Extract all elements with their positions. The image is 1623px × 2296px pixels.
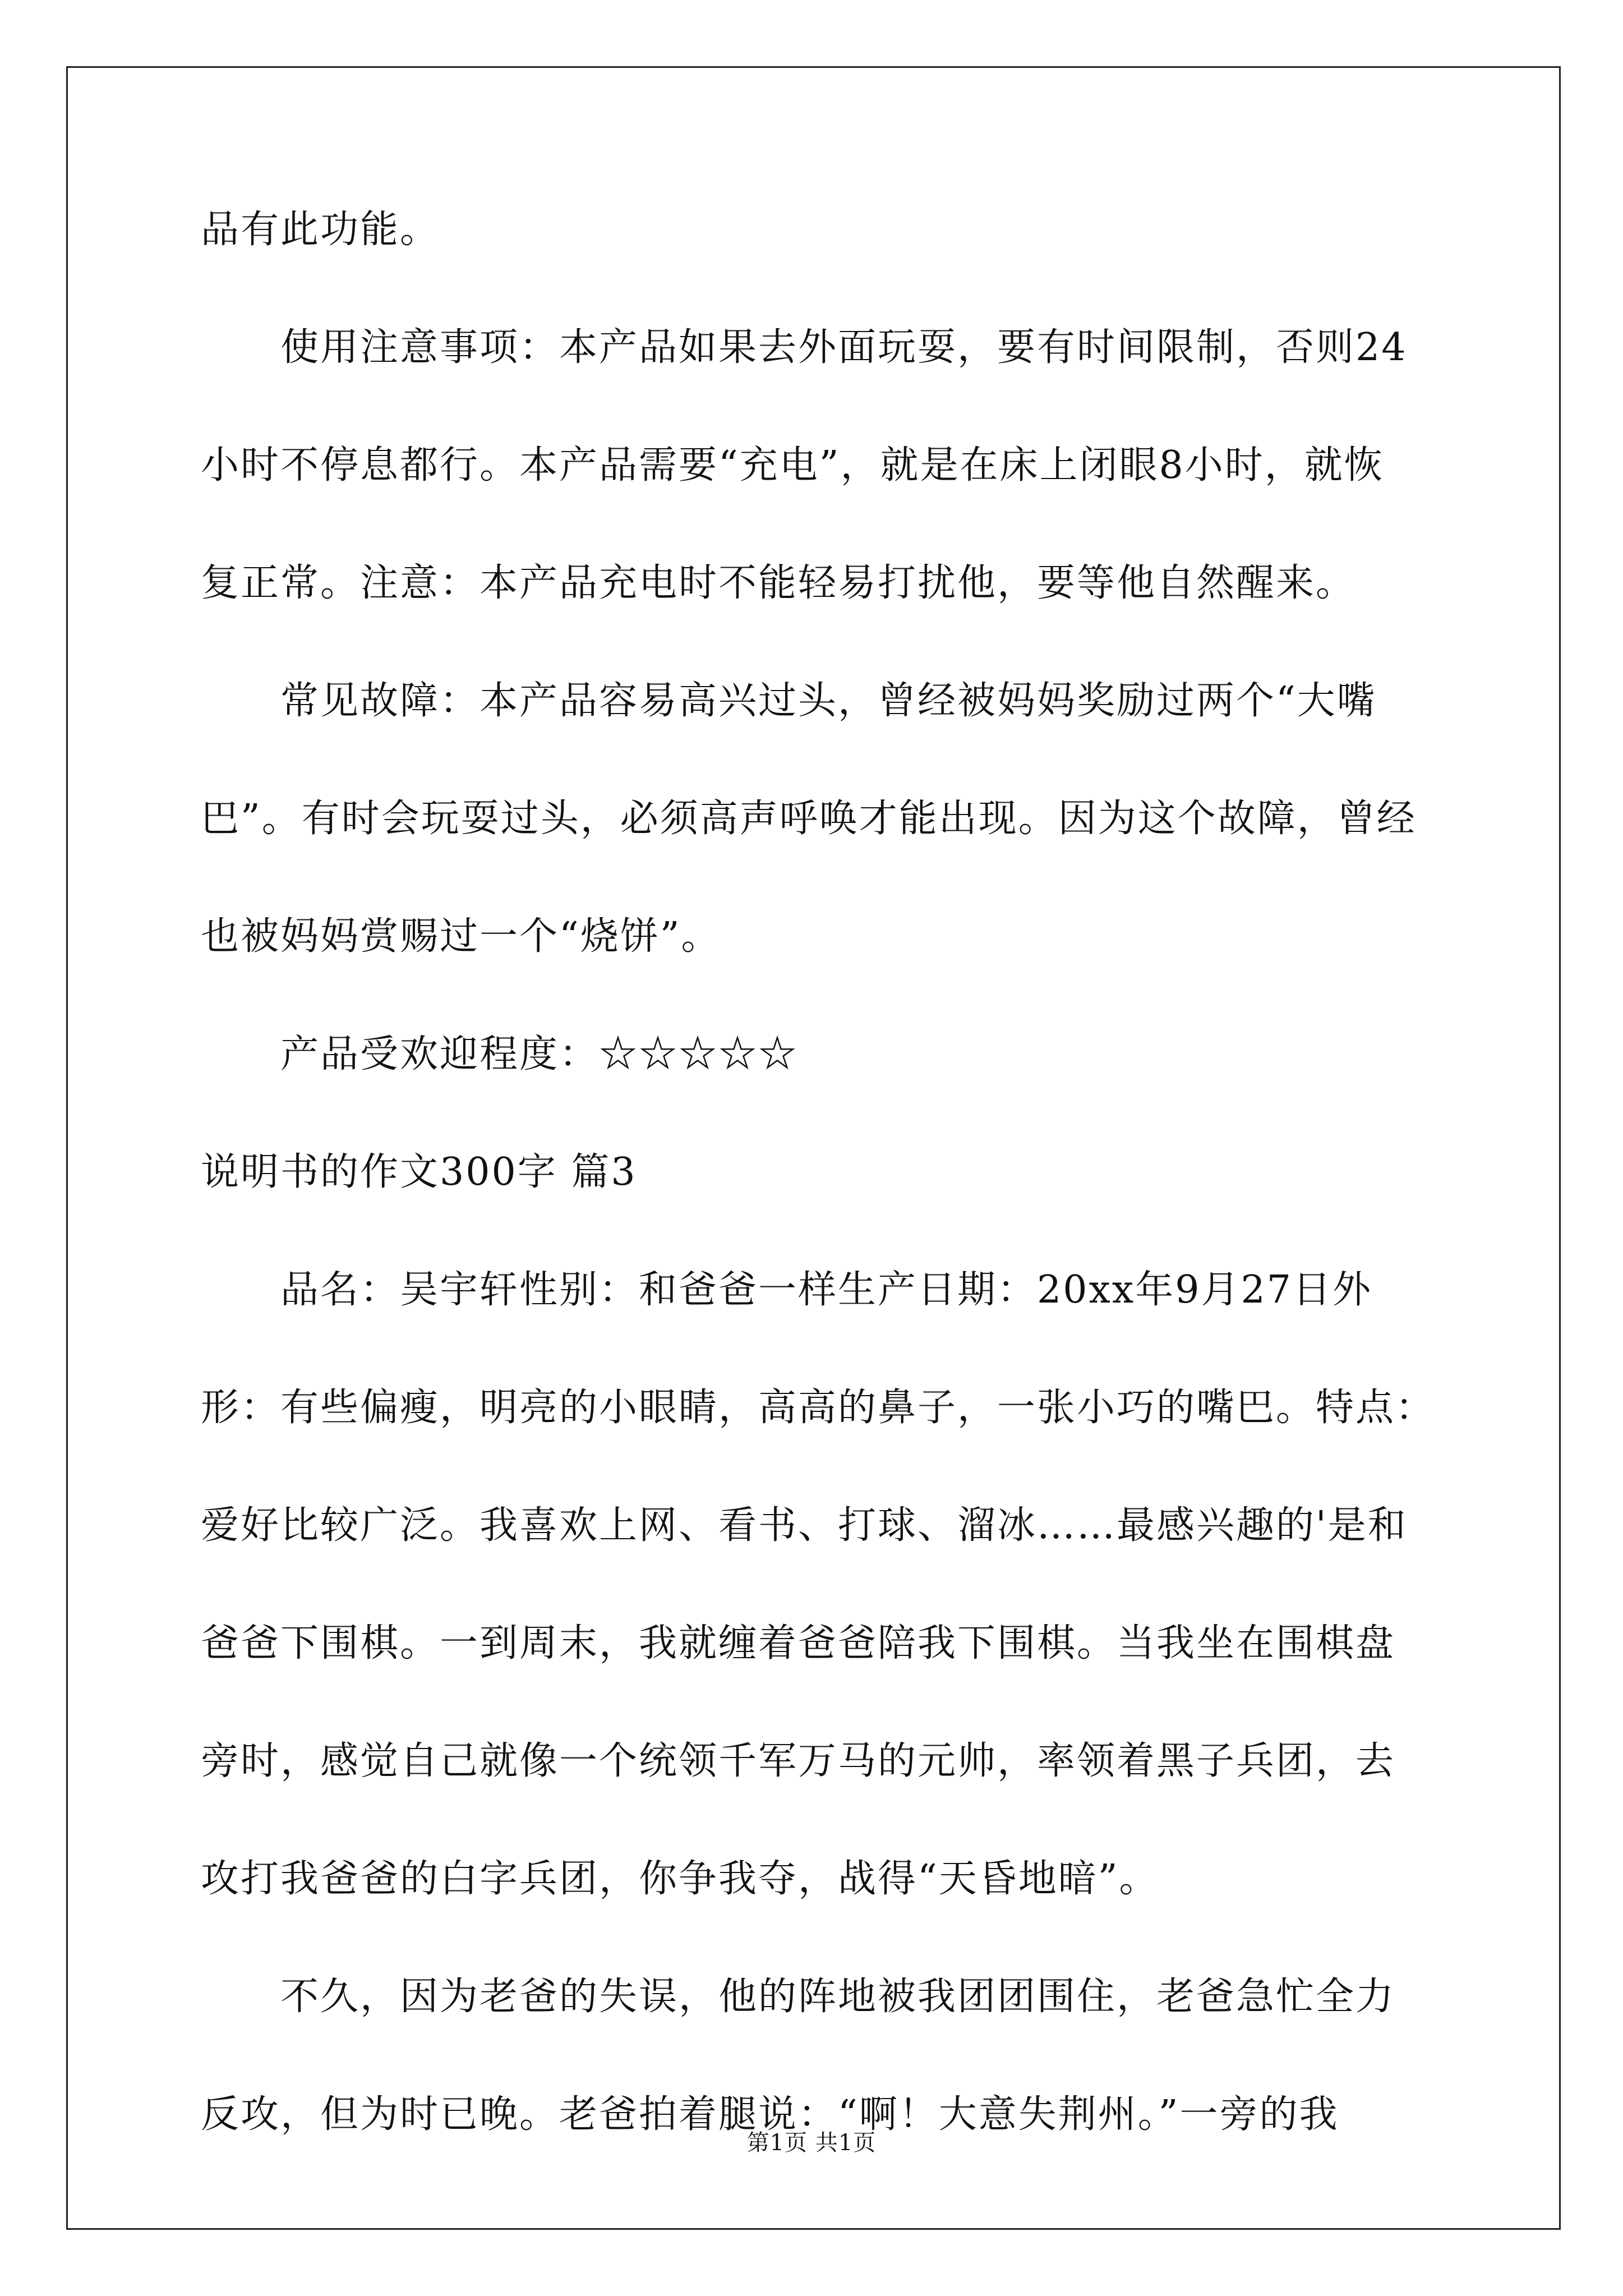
text-line: 爱好比较广泛。我喜欢上网、看书、打球、溜冰……最感兴趣的'是和	[201, 1503, 1408, 1548]
text-line: 反攻，但为时已晚。老爸拍着腿说：“啊！大意失荆州。”一旁的我	[201, 2092, 1339, 2137]
section-heading: 说明书的作文300字 篇3	[201, 1150, 637, 1194]
text-line: 旁时，感觉自己就像一个统领千军万马的元帅，率领着黑子兵团，去	[201, 1739, 1396, 1783]
product-popularity-rating: 产品受欢迎程度：☆☆☆☆☆	[280, 1032, 799, 1076]
text-line: 小时不停息都行。本产品需要“充电”，就是在床上闭眼8小时，就恢	[201, 443, 1384, 487]
paragraph-usage-notes: 使用注意事项：本产品如果去外面玩耍，要有时间限制，否则24	[280, 325, 1408, 370]
page-footer: 第1页 共1页	[746, 2130, 877, 2156]
text-line: 巴”。有时会玩耍过头，必须高声呼唤才能出现。因为这个故障，曾经	[201, 797, 1417, 841]
text-line: 复正常。注意：本产品充电时不能轻易打扰他，要等他自然醒来。	[201, 561, 1356, 605]
text-line: 品有此功能。	[201, 208, 440, 252]
paragraph-game-story: 不久，因为老爸的失误，他的阵地被我团团围住，老爸急忙全力	[280, 1975, 1396, 2019]
paragraph-common-faults: 常见故障：本产品容易高兴过头，曾经被妈妈奖励过两个“大嘴	[280, 679, 1377, 723]
text-line: 也被妈妈赏赐过一个“烧饼”。	[201, 914, 721, 959]
paragraph-product-info: 品名：吴宇轩性别：和爸爸一样生产日期：20xx年9月27日外	[280, 1268, 1373, 1312]
text-line: 爸爸下围棋。一到周末，我就缠着爸爸陪我下围棋。当我坐在围棋盘	[201, 1621, 1396, 1665]
text-line: 攻打我爸爸的白字兵团，你争我夺，战得“天昏地暗”。	[201, 1857, 1159, 1901]
text-line: 形：有些偏瘦，明亮的小眼睛，高高的鼻子，一张小巧的嘴巴。特点：	[201, 1386, 1436, 1430]
